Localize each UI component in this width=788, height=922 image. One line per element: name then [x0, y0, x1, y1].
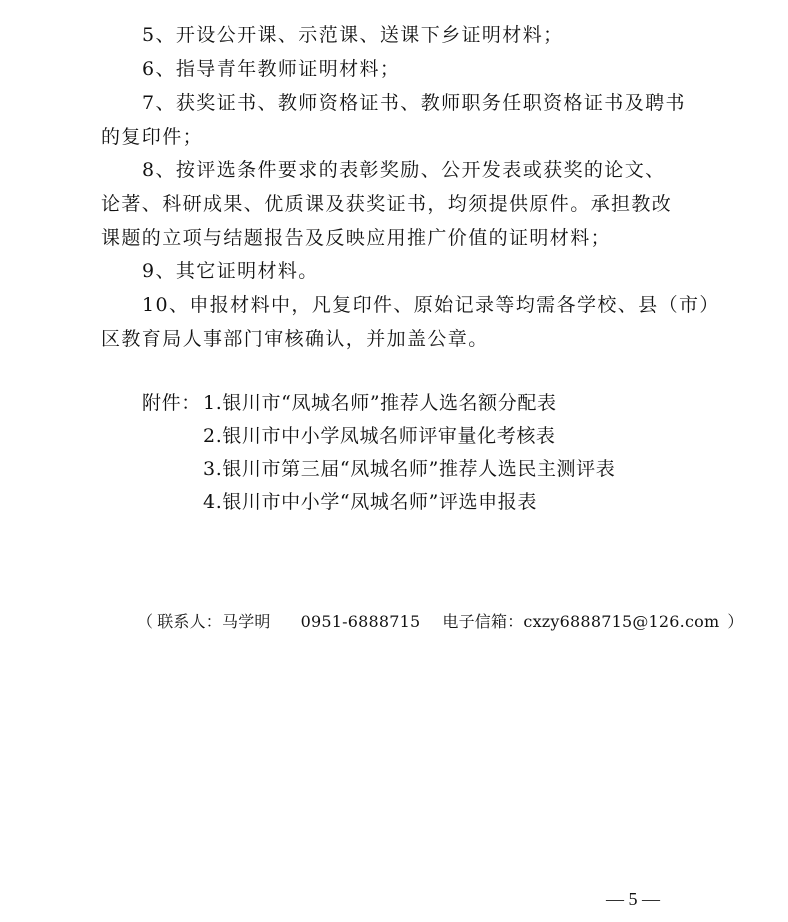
attachment-item-3: 3.银川市第三届“凤城名师”推荐人选民主测评表 — [203, 458, 616, 480]
paragraph-item-10: 10、申报材料中，凡复印件、原始记录等均需各学校、县（市） — [142, 294, 720, 316]
paragraph-item-9: 9、其它证明材料。 — [142, 260, 319, 282]
paragraph-item-8-continued-2: 课题的立项与结题报告及反映应用推广价值的证明材料； — [101, 227, 612, 249]
attachment-item-2: 2.银川市中小学凤城名师评审量化考核表 — [203, 425, 556, 447]
paragraph-item-10-continued: 区教育局人事部门审核确认，并加盖公章。 — [101, 328, 489, 350]
contact-close-paren: ） — [727, 612, 744, 631]
contact-phone: 0951-6888715 — [300, 612, 421, 631]
attachment-item-4: 4.银川市中小学“凤城名师”评选申报表 — [203, 491, 537, 513]
paragraph-item-6: 6、指导青年教师证明材料； — [142, 58, 401, 80]
paragraph-item-8: 8、按评选条件要求的表彰奖励、公开发表或获奖的论文、 — [142, 159, 666, 181]
paragraph-item-5: 5、开设公开课、示范课、送课下乡证明材料； — [142, 24, 564, 46]
contact-info — [137, 611, 744, 633]
contact-person: 联系人：马学明 — [157, 612, 271, 631]
paragraph-item-7-continued: 的复印件； — [101, 126, 204, 148]
attachments-label: 附件： — [142, 392, 201, 414]
page-number: — 5 — — [606, 889, 660, 909]
contact-email: cxzy6888715@126.com — [523, 612, 720, 631]
attachment-item-1: 1.银川市“凤城名师”推荐人选名额分配表 — [203, 392, 557, 414]
contact-email-label: 电子信箱： — [442, 612, 524, 631]
paragraph-item-8-continued: 论著、科研成果、优质课及获奖证书，均须提供原件。承担教改 — [101, 193, 673, 215]
contact-open-paren: （ — [137, 612, 154, 631]
paragraph-item-7: 7、获奖证书、教师资格证书、教师职务任职资格证书及聘书 — [142, 92, 686, 114]
